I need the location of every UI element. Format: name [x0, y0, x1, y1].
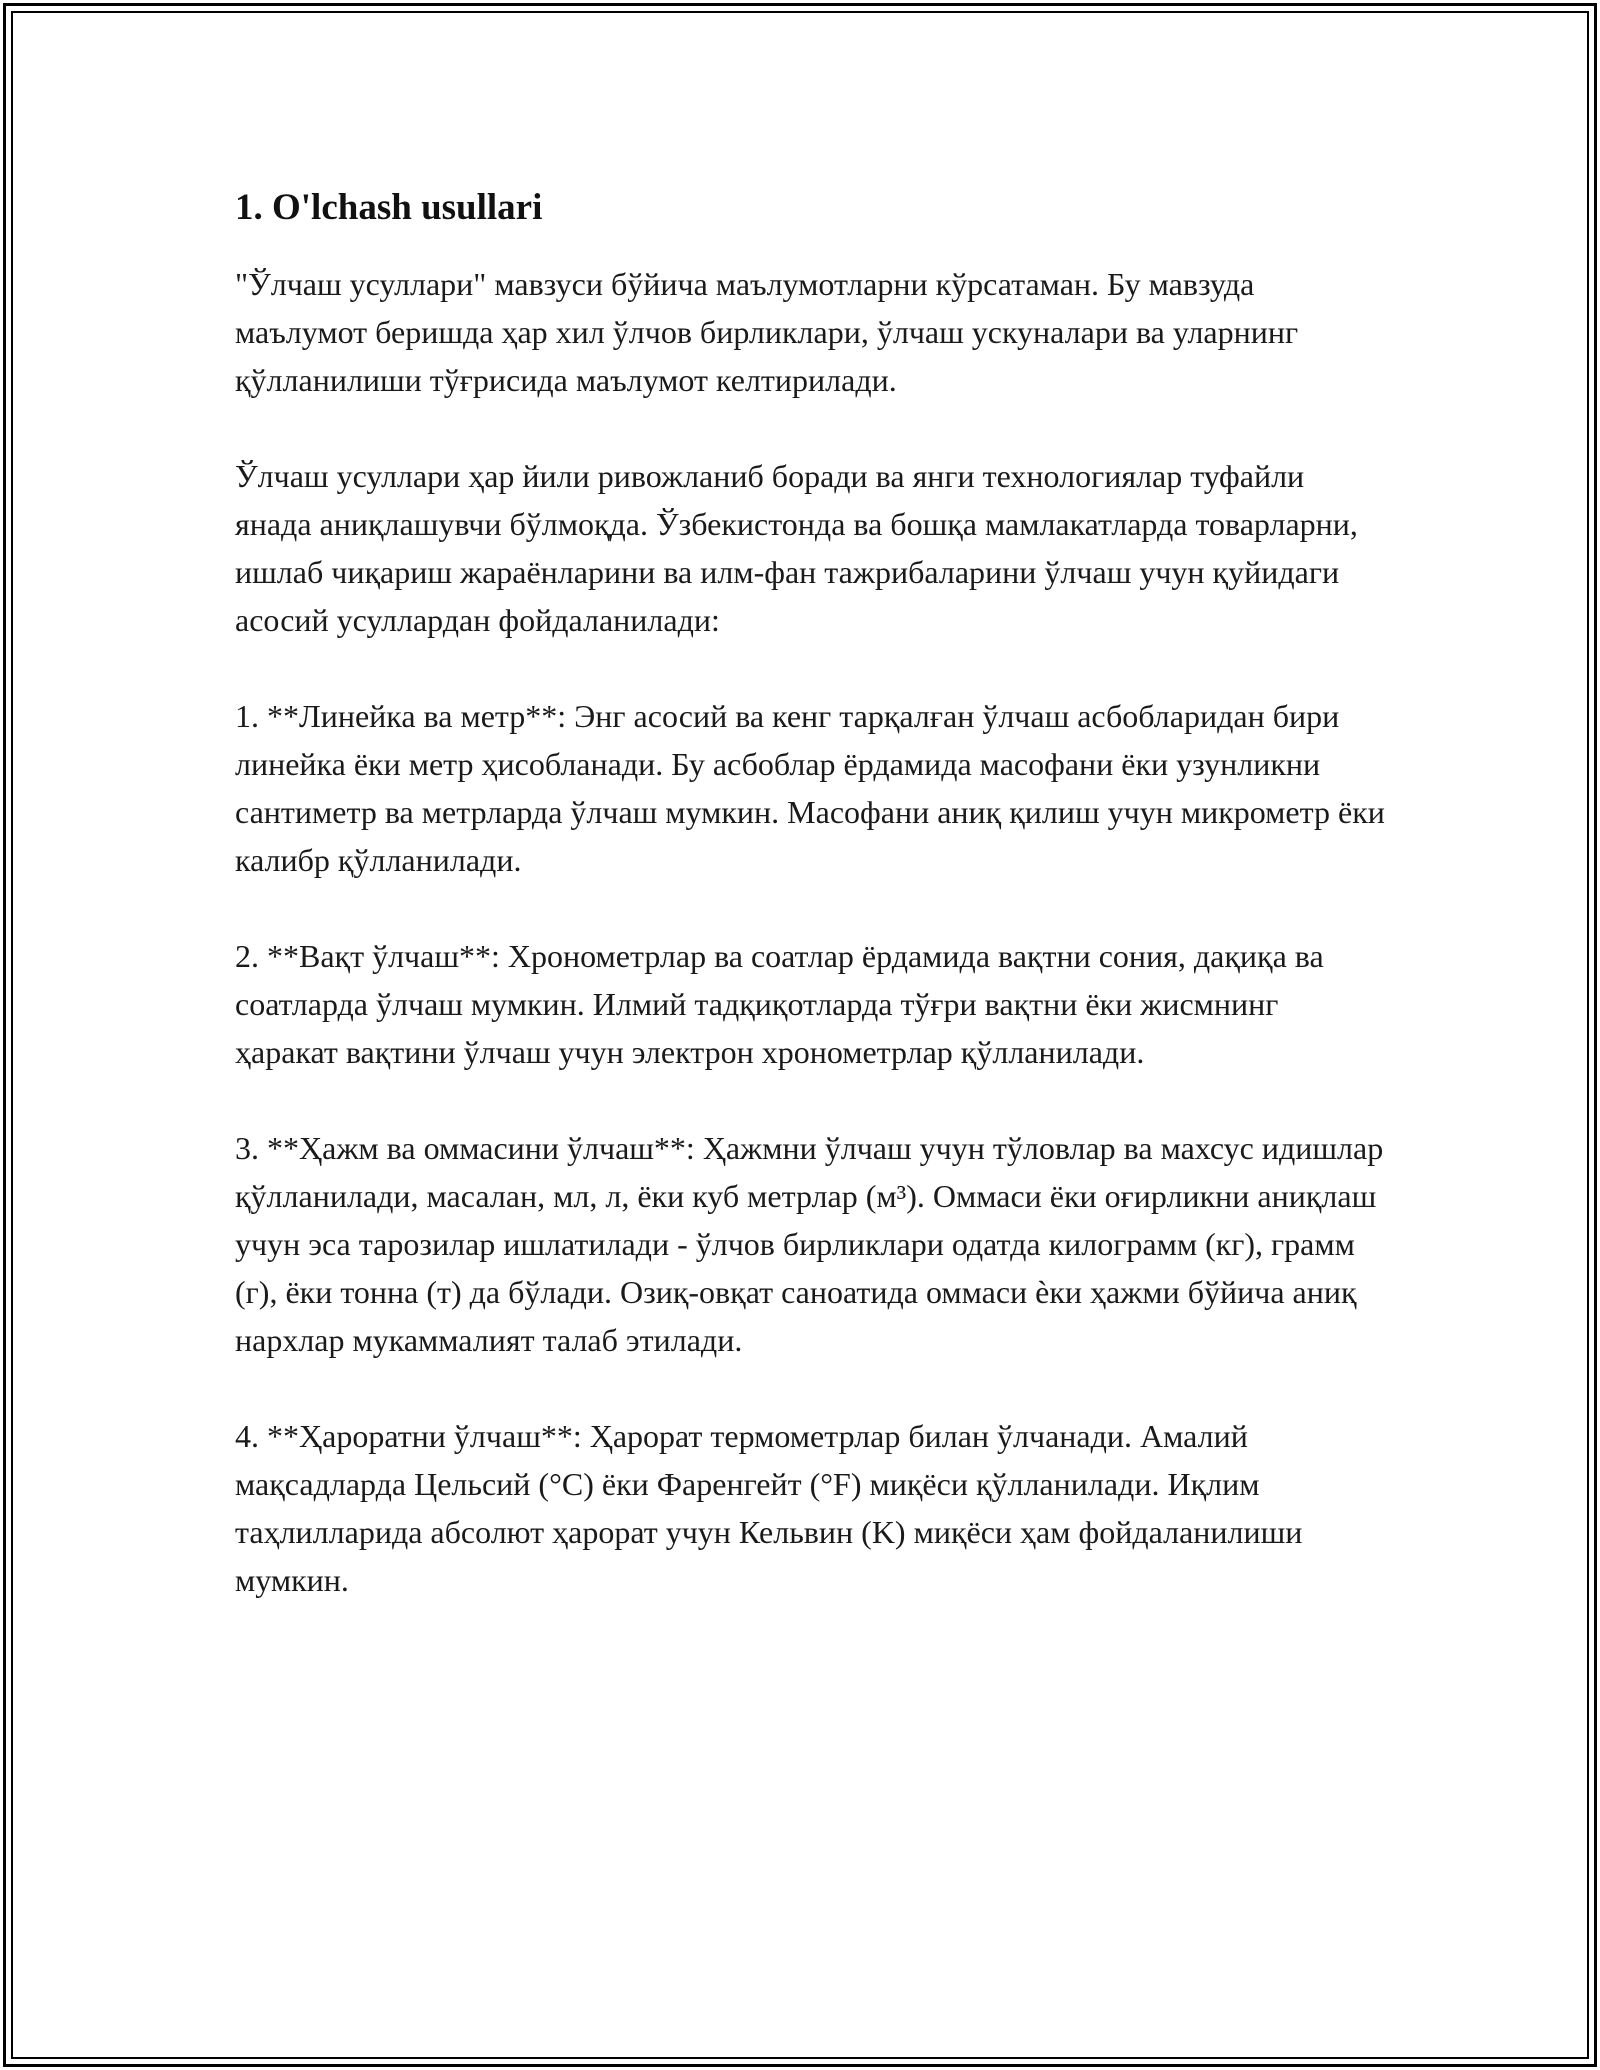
paragraph-ruler-meter: 1. **Линейка ва метр**: Энг асосий ва кенг тарқалған ўлчаш асбобларидан бири линейка ёки метр ҳисобланади. Бу асбоблар ёрдамида масофани ёки узунликни сантиметр ва метрларда ўлчаш мумкин. Масофани аниқ қилиш учун микрометр ёки калибр қўлланилади. [235, 698, 1385, 879]
paragraph-volume-mass: 3. **Ҳажм ва оммасини ўлчаш**: Ҳажмни ўлчаш учун тўловлар ва махсус идишлар қўлланилади, масалан, мл, л, ёки куб метрлар (м³). Оммаси ёки оғирликни аниқлаш учун эса тарозилар ишлатилади - ўлчов бирликлари одатда килограмм (кг), грамм (г), ёки тонна (т) да бўлади. Озиқ-овқат саноатида оммаси ѐки ҳажми бўйича аниқ нархлар мукаммалият талаб этилади. [235, 1130, 1384, 1359]
document-body [235, 186, 1385, 1652]
paragraph-time-measurement: 2. **Вақт ўлчаш**: Хронометрлар ва соатлар ёрдамида вақтни сония, дақиқа ва соатларда ўлчаш мумкин. Илмий тадқиқотларда тўғри вақтни ёки жисмнинг ҳаракат вақтини ўлчаш учун электрон хронометрлар қўлланилади. [235, 938, 1324, 1071]
paragraph-overview: Ўлчаш усуллари ҳар йили ривожланиб боради ва янги технологиялар туфайли янада аниқлашувчи бўлмоқда. Ўзбекистонда ва бошқа мамлакатларда товарларни, ишлаб чиқариш жараёнларини ва илм-фан тажрибаларини ўлчаш учун қуйидаги асосий усуллардан фойдаланилади: [235, 458, 1358, 639]
paragraph-temperature: 4. **Ҳароратни ўлчаш**: Ҳарорат термометрлар билан ўлчанади. Амалий мақсадларда Цельсий (°C) ёки Фаренгейт (°F) миқёси қўлланилади. Иқлим таҳлилларида абсолют ҳарорат учун Кельвин (K) миқёси ҳам фойдаланилиши мумкин. [235, 1418, 1303, 1599]
paragraph-intro: "Ўлчаш усуллари" мавзуси бўйича маълумотларни кўрсатаман. Бу мавзуда маълумот беришда ҳар хил ўлчов бирликлари, ўлчаш ускуналари ва уларнинг қўлланилиши тўғрисида маълумот келтирилади. [235, 266, 1299, 399]
section-heading: 1. O'lchash usullari [235, 187, 543, 228]
